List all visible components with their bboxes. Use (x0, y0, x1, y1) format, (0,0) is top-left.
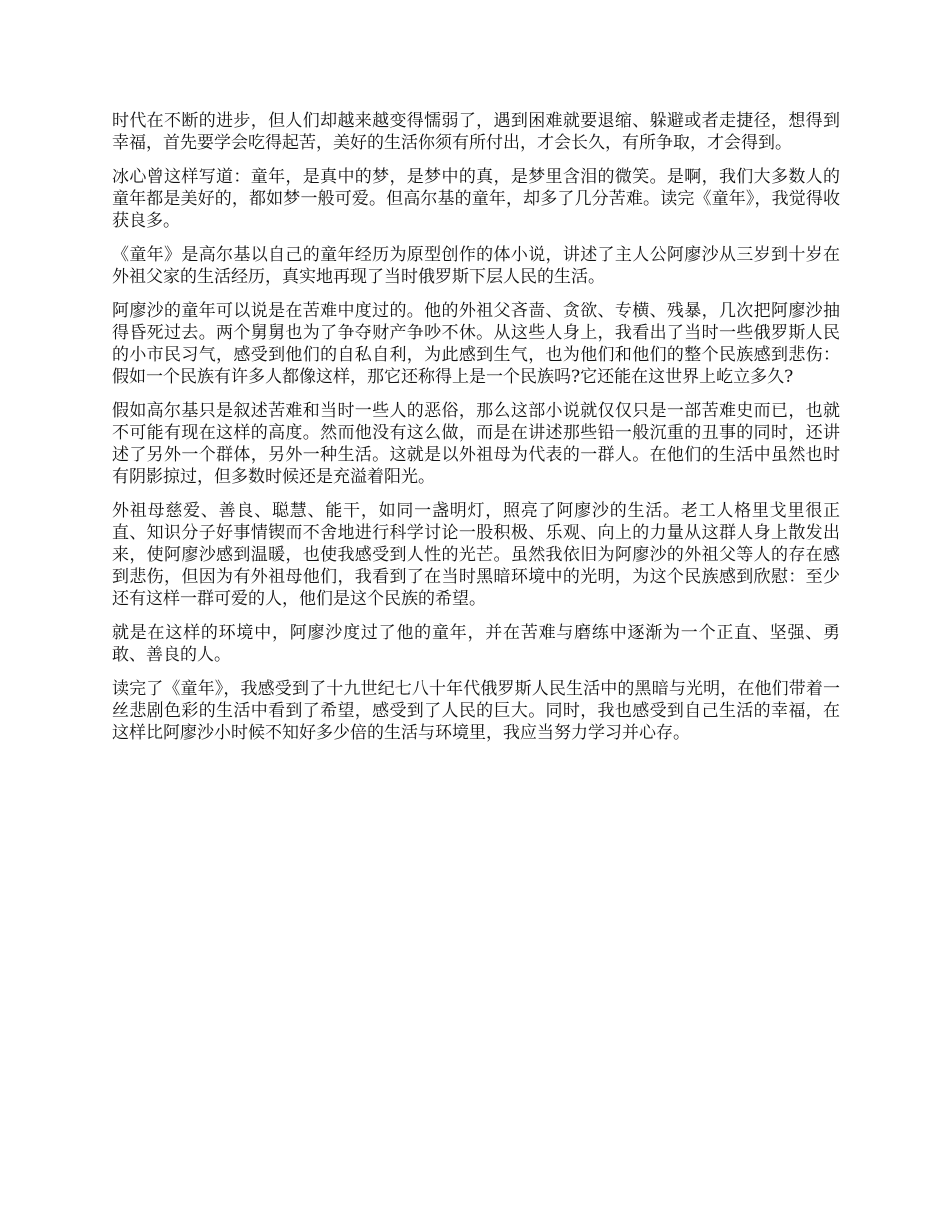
paragraph-1: 时代在不断的进步，但人们却越来越变得懦弱了，遇到困难就要退缩、躲避或者走捷径，想得到幸福，首先要学会吃得起苦，美好的生活你须有所付出，才会长久，有所争取，才会得到。 (112, 111, 840, 153)
document-body (112, 110, 840, 756)
paragraph-7: 就是在这样的环境中，阿廖沙度过了他的童年，并在苦难与磨练中逐渐为一个正直、坚强、勇敢、善良的人。 (112, 623, 840, 665)
paragraph-8: 读完了《童年》，我感受到了十九世纪七八十年代俄罗斯人民生活中的黑暗与光明，在他们带着一丝悲剧色彩的生活中看到了希望，感受到了人民的巨大。同时，我也感受到自己生活的幸福，在这样比阿廖沙小时候不知好多少倍的生活与环境里，我应当努力学习并心存。 (112, 679, 840, 743)
paragraph-5: 假如高尔基只是叙述苦难和当时一些人的恶俗，那么这部小说就仅仅只是一部苦难史而已，也就不可能有现在这样的高度。然而他没有这么做，而是在讲述那些铅一般沉重的丑事的同时，还讲述了另外一个群体，另外一种生活。这就是以外祖母为代表的一群人。在他们的生活中虽然也时有阴影掠过，但多数时候还是充溢着阳光。 (112, 401, 840, 487)
paragraph-6: 外祖母慈爱、善良、聪慧、能干，如同一盏明灯，照亮了阿廖沙的生活。老工人格里戈里很正直、知识分子好事情锲而不舍地进行科学讨论一股积极、乐观、向上的力量从这群人身上散发出来，使阿廖沙感到温暖，也使我感受到人性的光芒。虽然我依旧为阿廖沙的外祖父等人的存在感到悲伤，但因为有外祖母他们，我看到了在当时黑暗环境中的光明，为这个民族感到欣慰：至少还有这样一群可爱的人，他们是这个民族的希望。 (112, 501, 840, 609)
paragraph-3: 《童年》是高尔基以自己的童年经历为原型创作的体小说，讲述了主人公阿廖沙从三岁到十岁在外祖父家的生活经历，真实地再现了当时俄罗斯下层人民的生活。 (112, 245, 840, 287)
paragraph-2: 冰心曾这样写道：童年，是真中的梦，是梦中的真，是梦里含泪的微笑。是啊，我们大多数人的童年都是美好的，都如梦一般可爱。但高尔基的童年，却多了几分苦难。读完《童年》，我觉得收获良多。 (112, 167, 840, 231)
paragraph-4: 阿廖沙的童年可以说是在苦难中度过的。他的外祖父吝啬、贪欲、专横、残暴，几次把阿廖沙抽得昏死过去。两个舅舅也为了争夺财产争吵不休。从这些人身上，我看出了当时一些俄罗斯人民的小市民习气，感受到他们的自私自利，为此感到生气，也为他们和他们的整个民族感到悲伤：假如一个民族有许多人都像这样，那它还称得上是一个民族吗?它还能在这世界上屹立多久? (112, 301, 840, 387)
